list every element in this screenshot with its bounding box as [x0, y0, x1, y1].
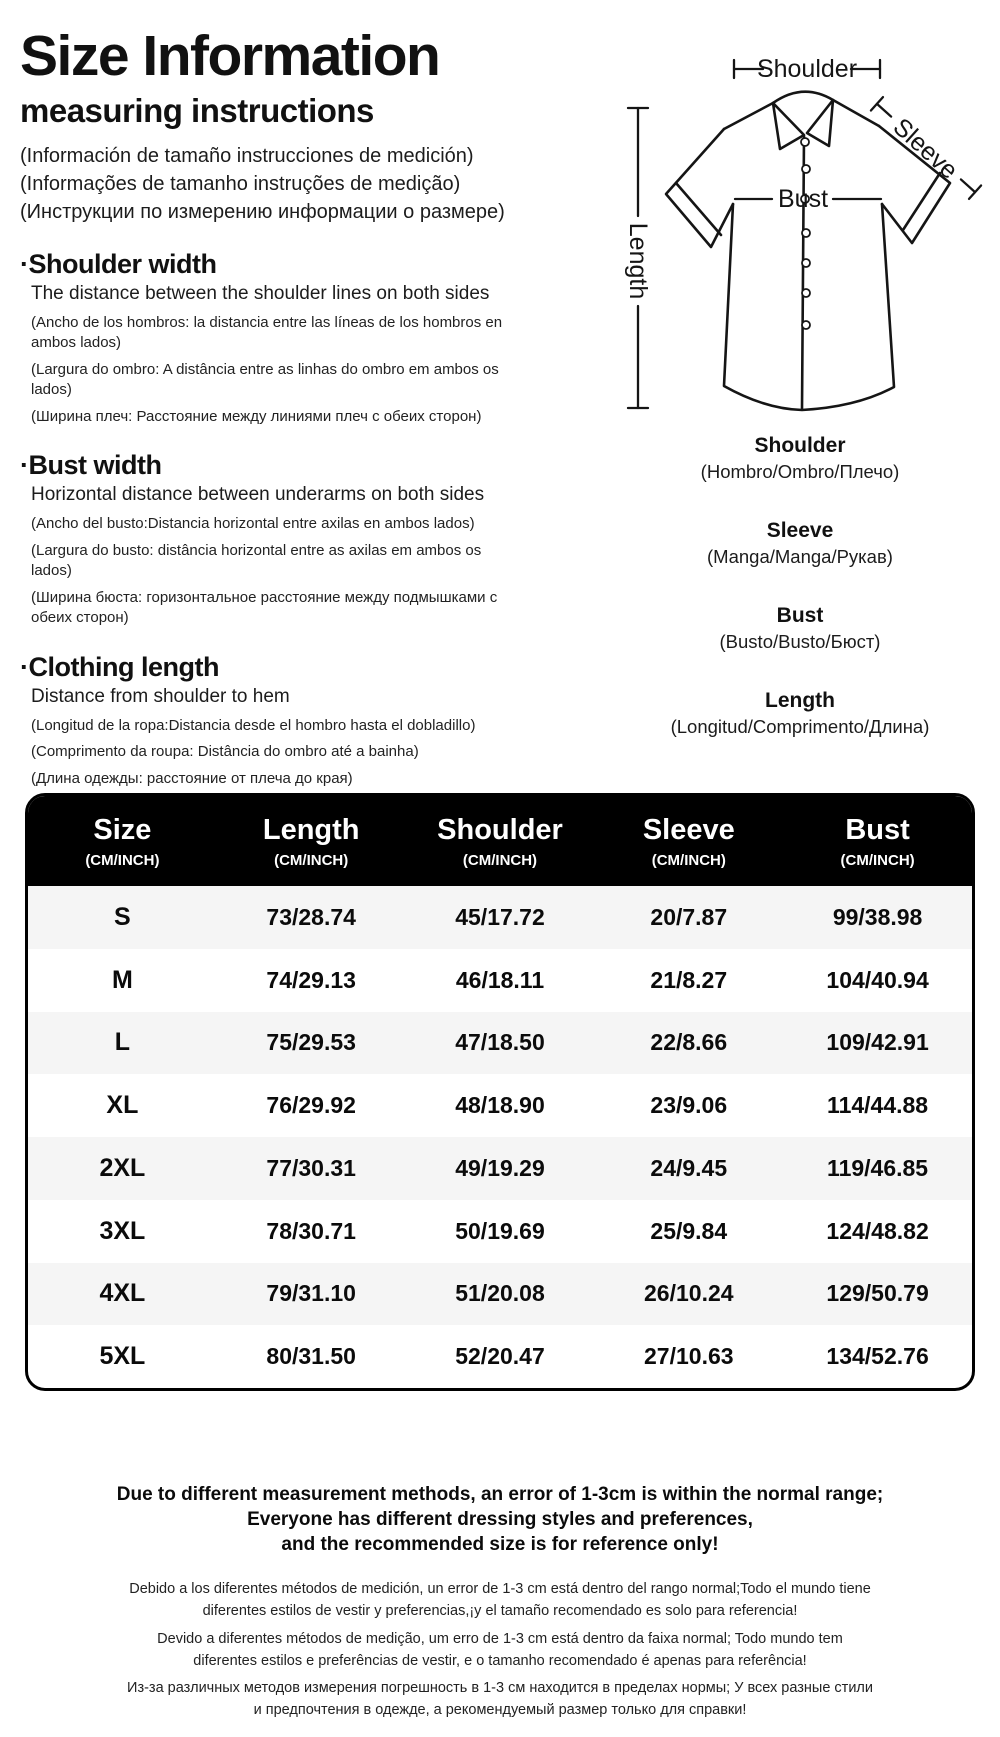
- disclaimer-pt-line: Devido a diferentes métodos de medição, um erro de 1-3 cm está dentro da faixa normal; Todo mundo tem: [157, 1631, 843, 1647]
- column-header-length: Length (CM/INCH): [262, 813, 360, 869]
- diagram-bust-label: Bust: [777, 185, 829, 213]
- unit-note: (CM/INCH): [651, 851, 726, 869]
- section-translation-es: (Ancho de los hombros: la distancia entre las líneas de los hombros en ambos lados): [31, 313, 503, 352]
- table-row: M 74/29.13 46/18.11 21/8.27 104/40.94: [111, 965, 929, 994]
- table-row: 2XL 77/30.31 49/19.29 24/9.45 119/46.85: [28, 1137, 972, 1200]
- legend-bust: [560, 604, 1000, 653]
- disclaimer-en-line: Everyone has different dressing styles and preferences,: [247, 1509, 753, 1530]
- legend-translation: (Manga/Manga/Рукав): [707, 546, 893, 567]
- disclaimer-pt: [0, 1628, 1000, 1672]
- section-bust-width: [20, 450, 525, 629]
- legend-term: Sleeve: [766, 519, 834, 542]
- legend-translation: (Busto/Busto/Бюст): [719, 631, 881, 652]
- diagram-length-label: Length: [624, 222, 652, 300]
- diagram-shoulder-label: Shoulder: [756, 55, 858, 83]
- legend-term: Shoulder: [754, 434, 846, 457]
- subtitle-translation-es: (Información de tamaño instrucciones de medición): [20, 144, 474, 167]
- section-translation-es: (Longitud de la ropa:Distancia desde el hombro hasta el dobladillo): [31, 716, 476, 734]
- disclaimer-en-line: Due to different measurement methods, an error of 1-3cm is within the normal range;: [116, 1484, 884, 1505]
- size-table: [25, 793, 975, 1391]
- disclaimer-es: [0, 1578, 1000, 1622]
- diagram-sleeve-label: Sleeve: [887, 112, 964, 185]
- section-translation-pt: (Largura do busto: distância horizontal entre as axilas em ambos os lados): [31, 541, 482, 580]
- disclaimer-ru-line: Из-за различных методов измерения погрешность в 1-3 см находится в пределах нормы; У всех разные стили: [127, 1680, 873, 1696]
- column-header-sleeve: Sleeve (CM/INCH): [642, 813, 735, 869]
- unit-note: (CM/INCH): [462, 851, 538, 869]
- column-header-bust: Bust (CM/INCH): [840, 813, 915, 869]
- legend-term: Bust: [776, 604, 824, 627]
- table-row: 5XL 80/31.50 52/20.47 27/10.63 134/52.76: [99, 1342, 929, 1371]
- unit-note: (CM/INCH): [274, 851, 349, 869]
- disclaimer-ru: [0, 1677, 1000, 1721]
- legend-sleeve: [560, 519, 1000, 568]
- disclaimer-es-line: Debido a los diferentes métodos de medición, un error de 1-3 cm está dentro del rango normal;Todo el mundo tiene: [129, 1581, 871, 1597]
- legend-term: Length: [765, 689, 835, 712]
- section-title: ·Clothing length: [20, 651, 219, 682]
- section-translation-ru: (Длина одежды: расстояние от плеча до края): [31, 769, 353, 787]
- legend-translation: (Hombro/Ombro/Плечо): [700, 461, 900, 482]
- shirt-diagram: [540, 36, 1000, 480]
- table-row: XL 76/29.92 48/18.90 23/9.06 114/44.88: [106, 1091, 929, 1120]
- table-row: S 73/28.74 45/17.72 20/7.87 99/38.98: [28, 886, 972, 949]
- section-description: Distance from shoulder to hem: [31, 685, 290, 707]
- section-translation-ru: (Ширина плеч: Расстояние между линиями плеч с обеих сторон): [31, 407, 482, 425]
- section-translation-pt: (Largura do ombro: A distância entre as linhas do ombro em ambos os lados): [31, 360, 499, 399]
- legend-translation: (Longitud/Comprimento/Длина): [670, 716, 930, 737]
- subtitle-translation-pt: (Informações de tamanho instruções de medição): [20, 172, 461, 195]
- measurement-legend: [560, 434, 1000, 774]
- disclaimer-en: [0, 1482, 1000, 1557]
- page-subtitle-translations: [20, 142, 525, 226]
- column-header-shoulder: Shoulder (CM/INCH): [437, 813, 563, 869]
- table-row: 3XL 78/30.71 50/19.69 25/9.84 124/48.82: [99, 1216, 929, 1245]
- disclaimer-es-line: diferentes estilos de vestir y preferencias,¡y el tamaño recomendado es solo para referencia!: [202, 1603, 798, 1619]
- instructions-column: [20, 26, 525, 789]
- legend-length: [560, 689, 1000, 738]
- section-translation-es: (Ancho del busto:Distancia horizontal entre axilas en ambos lados): [31, 515, 475, 533]
- section-description: The distance between the shoulder lines on both sides: [31, 282, 490, 304]
- page-subtitle: measuring instructions: [20, 91, 374, 129]
- table-row: L 75/29.53 47/18.50 22/8.66 109/42.91: [28, 1012, 972, 1075]
- table-row: 4XL 79/31.10 51/20.08 26/10.24 129/50.79: [28, 1263, 972, 1326]
- size-table-body: [28, 886, 972, 1388]
- unit-note: (CM/INCH): [85, 851, 160, 869]
- size-table-header: [28, 796, 972, 886]
- section-clothing-length: [20, 652, 525, 790]
- disclaimer-pt-line: diferentes estilos e preferências de vestir, e o tamanho recomendado é apenas para referência!: [193, 1653, 807, 1669]
- legend-shoulder: [560, 434, 1000, 483]
- page-title: Size Information: [20, 24, 440, 88]
- section-translation-pt: (Comprimento da roupa: Distância do ombro até a bainha): [31, 743, 419, 761]
- subtitle-translation-ru: (Инструкции по измерению информации о размере): [20, 200, 505, 223]
- disclaimer-en-line: and the recommended size is for reference only!: [281, 1534, 719, 1555]
- unit-note: (CM/INCH): [840, 851, 915, 869]
- section-description: Horizontal distance between underarms on both sides: [31, 484, 485, 506]
- column-header-size: Size (CM/INCH): [85, 813, 160, 869]
- section-title: ·Shoulder width: [20, 248, 217, 279]
- section-shoulder-width: [20, 249, 525, 428]
- shirt-diagram-labels: [624, 55, 963, 299]
- section-translation-ru: (Ширина бюста: горизонтальное расстояние между подмышками с обеих сторон): [31, 588, 498, 627]
- disclaimer-ru-line: и предпочтения в одежде, а рекомендуемый размер только для справки!: [253, 1702, 747, 1718]
- section-title: ·Bust width: [20, 450, 162, 481]
